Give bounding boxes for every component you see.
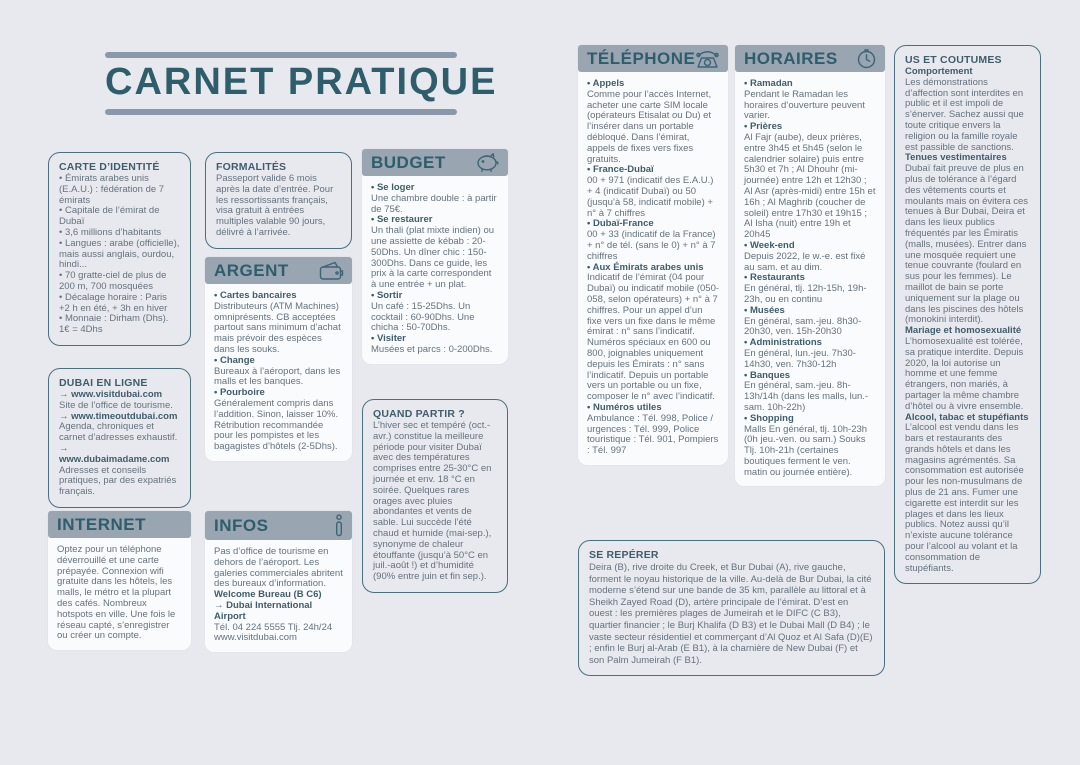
list-item: • Monnaie : Dirham (Dhs). 1€ = 4Dhs	[59, 314, 180, 336]
item-label: • Sortir	[371, 291, 499, 302]
page-title: CARNET PRATIQUE	[105, 61, 498, 103]
item-text: Al Fajr (aube), deux prières, entre 3h45 et 5h45 (selon le calendrier solaire) puis entre 5h30 et 7h ; Al Dhouhr (mi-journée) entre 12h et 12h30 ; Al Asr (après-midi) entre 15h et 16h ; Al Maghrib (coucher de soleil) entre 17h30 et 19h15 ; Al Isha (nuit) entre 19h et 20h45	[744, 131, 876, 241]
wallet-icon	[319, 261, 344, 281]
item-text: Un café : 15-25Dhs. Un cocktail : 60-90Dhs. Une chicha : 50-70Dhs.	[371, 300, 475, 334]
website-link[interactable]: → www.timeoutdubai.com	[59, 412, 180, 423]
item-text: En général, sam.-jeu. 8h-13h/14h (dans les malls, lun.-sam. 10h-22h)	[744, 380, 869, 413]
telephone-section	[578, 45, 728, 465]
quand-partir-section	[362, 399, 508, 593]
internet-section	[48, 511, 191, 650]
item-text: Une chambre double : à partir de 75€.	[371, 192, 497, 215]
argent-section	[205, 257, 352, 461]
dubai-en-ligne-heading: DUBAI EN LIGNE	[59, 377, 148, 389]
item-text: Un thali (plat mixte indien) ou une assiette de kébab : 20-50Dhs. Un dîner chic : 150-300Dhs. Dans ce guide, les prix à la carte correspondent à une entrée + un plat.	[371, 225, 495, 291]
internet-body	[48, 538, 191, 650]
carte-identite-section	[48, 152, 191, 346]
telephone-body	[578, 72, 728, 465]
website-link[interactable]: www.visitdubai.com	[214, 632, 297, 644]
infos-header	[205, 511, 352, 540]
item-label: • Dubaï-France	[587, 219, 719, 230]
website-link[interactable]: → www.visitdubai.com	[59, 390, 180, 401]
item-label: • Visiter	[371, 334, 499, 345]
horaires-section	[735, 45, 885, 486]
item-label: • Pourboire	[214, 388, 343, 399]
horaires-header	[735, 45, 885, 72]
subsection-text: Les démonstrations d’affection sont interdites en public et il est impoli de s’énerver. Sachez aussi que toute critique envers la religion ou la famille royale est passible de sanctions.	[905, 76, 1024, 153]
argent-title: ARGENT	[214, 260, 289, 280]
list-item: • 3,6 millions d’habitants	[59, 228, 180, 239]
website-desc: Agenda, chroniques et carnet d’adresses exhaustif.	[59, 421, 178, 444]
website-desc: Adresses et conseils pratiques, par des expatriés français.	[59, 464, 177, 498]
us-et-coutumes-section	[894, 45, 1041, 584]
formalites-section	[205, 152, 352, 249]
item-text: Pendant le Ramadan les horaires d’ouverture peuvent varier.	[744, 88, 865, 122]
telephone-icon	[695, 49, 720, 69]
item-text: En général, lun.-jeu. 7h30-14h30, ven. 7h30-12h	[744, 347, 856, 370]
formalites-heading: FORMALITÉS	[216, 161, 287, 173]
formalites-text: Passeport valide 6 mois après la date d’entrée. Pour les ressortissants français, visa gratuit à entrées multiples valable 90 jours, délivré à l’arrivée.	[216, 173, 334, 238]
subsection-text: Dubaï fait preuve de plus en plus de tolérance à l’égard des vêtements courts et moulants mais on évitera ces tenues à Bur Dubai, Deira et dans les lieux publics fréquentés par les Émiratis (malls, musées). Entrer dans une mosquée requiert une tenue couvrante (foulard en sus pour les femmes). Le maillot de bain se porte uniquement sur la plage ou dans les piscines des hôtels (monokini interdit).	[905, 163, 1029, 326]
list-item: • 70 gratte-ciel de plus de 200 m, 700 mosquées	[59, 271, 180, 293]
subsection-label: Tenues vestimentaires	[905, 152, 1007, 164]
budget-body	[362, 176, 508, 364]
internet-text: Optez pour un téléphone déverrouillé et une carte prépayée. Connexion wifi gratuite dans les hôtels, les malls, le métro et la plupart des cafés. Nombreux hotspots en ville. Une fois le réseau capté, s’enregistrer ou créer un compte.	[57, 544, 176, 642]
infos-title: INFOS	[214, 515, 269, 535]
item-label: • Banques	[744, 371, 876, 382]
subsection-text: L’homosexualité est tolérée, sa pratique interdite. Depuis 2020, la loi autorise un homme et une femme étrangers, non mariés, à partager la même chambre d’hôtel ou à vivre ensemble.	[905, 335, 1024, 412]
website-link[interactable]: → www.dubaimadame.com	[59, 444, 180, 466]
us-et-coutumes-heading: US ET COUTUMES	[905, 54, 1002, 66]
item-text: 00 + 971 (indicatif des E.A.U.) + 4 (indicatif Dubaï) ou 50 (jusqu’à 58, indicatif mobile) + n° à 7 chiffres	[587, 175, 714, 219]
argent-header	[205, 257, 352, 284]
item-text: Malls En général, tlj. 10h-23h (0h jeu.-ven. ou sam.) Souks Tlj. 10h-21h (certaines boutiques ferment le ven. matin ou journée entière).	[744, 423, 868, 478]
item-text: 00 + 33 (indicatif de la France) + n° de tél. (sans le 0) + n° à 7 chiffres	[587, 229, 716, 262]
infos-bureau: Welcome Bureau (B C6)	[214, 589, 322, 601]
item-label: • Appels	[587, 79, 719, 90]
internet-header	[48, 511, 191, 538]
item-text: Bureaux à l’aéroport, dans les malls et les banques.	[214, 365, 341, 388]
se-reperer-text: Deira (B), rive droite du Creek, et Bur Dubai (A), rive gauche, forment le noyau historique de la ville. Au-delà de Bur Dubai, la cité moderne s’étend sur une bande de 35 km, parallèle au littoral et à Sheikh Zayed Road (D), artère principale de l’émirat. D’est en ouest : les premières plages de Jumeirah et le DIFC (C B3), quartier financier ; le Burj Khalifa (D B3) et le Dubai Mall (D B4) ; le vaste secteur résidentiel et commerçant d’Al Quoz et Al Safa (D)(E) ; enfin le Burj al-Arab (E B1), à la charnière de New Dubai (F) et son Palm Jumeirah (F B1).	[589, 562, 873, 666]
item-label: • Ramadan	[744, 79, 876, 90]
subsection-label: Comportement	[905, 66, 973, 77]
quand-partir-heading: QUAND PARTIR ?	[373, 408, 465, 420]
item-label: • Administrations	[744, 338, 876, 349]
info-icon	[334, 514, 344, 537]
item-label: • Shopping	[744, 414, 876, 425]
internet-title: INTERNET	[57, 514, 146, 534]
infos-tel: Tél. 04 224 5555 Tlj. 24h/24	[214, 621, 333, 633]
telephone-title: TÉLÉPHONE	[587, 48, 696, 68]
item-label: • Se restaurer	[371, 215, 499, 226]
subsection-text: L’alcool est vendu dans les bars et restaurants des grands hôtels et dans les magasins agrémentés. Sa consommation est autorisée pour les non-musulmans de plus de 21 ans. Fumer une cigarette est interdit sur les plages et dans les lieux publics. Notez aussi qu’il n’existe aucune tolérance pour l’alcool au volant et la consommation de stupéfiants.	[905, 422, 1024, 574]
item-label: • Prières	[744, 122, 876, 133]
title-block	[105, 52, 498, 115]
piggy-bank-icon	[474, 152, 500, 173]
budget-title: BUDGET	[371, 152, 446, 172]
item-label: • Week-end	[744, 241, 876, 252]
item-label: • Change	[214, 356, 343, 367]
item-text: Indicatif de l’émirat (04 pour Dubaï) ou indicatif mobile (050-058, selon opérateurs) + n° à 7 chiffres. Pour un appel d’un fixe vers un fixe dans le même émirat : n° sans l’indicatif. Numéros spéciaux en 600 ou 800, joignables uniquement depuis les Émirats : n° sans l’indicatif. Depuis un portable vers un portable ou un fixe, composer le n° avec l’indicatif.	[587, 272, 720, 403]
argent-body	[205, 284, 352, 461]
infos-section	[205, 511, 352, 652]
carte-identite-heading: CARTE D’IDENTITÉ	[59, 161, 160, 173]
list-item: • Langues : arabe (officielle), mais aussi anglais, ourdou, hindi...	[59, 239, 180, 271]
subsection-label: Mariage et homosexualité	[905, 325, 1022, 337]
item-text: Ambulance : Tél. 998, Police / urgences : Tél. 999, Police touristique : Tél. 901, Pompiers : Tél. 997	[587, 412, 719, 457]
item-text: En général, tlj. 12h-15h, 19h-23h, ou en continu	[744, 283, 867, 305]
website-desc: Site de l’office de tourisme.	[59, 399, 173, 411]
horaires-title: HORAIRES	[744, 48, 838, 68]
title-rule-bottom	[105, 109, 457, 115]
se-reperer-heading: SE REPÉRER	[589, 549, 659, 561]
item-text: En général, sam.-jeu. 8h30-20h30, ven. 15h-20h30	[744, 315, 862, 338]
item-label: • Aux Émirats arabes unis	[587, 263, 719, 274]
clock-icon	[856, 48, 877, 69]
item-text: Distributeurs (ATM Machines) omniprésents. CB acceptées partout sans minimum d’achat mais prévoir des espèces dans les souks.	[214, 300, 341, 355]
infos-airport: → Dubai International Airport	[214, 601, 343, 623]
item-label: • Cartes bancaires	[214, 291, 343, 302]
item-text: Musées et parcs : 0-200Dhs.	[371, 343, 493, 355]
dubai-en-ligne-section	[48, 368, 191, 508]
item-label: • Musées	[744, 306, 876, 317]
item-label: • Se loger	[371, 183, 499, 194]
item-label: • Restaurants	[744, 273, 876, 284]
list-item: • Décalage horaire : Paris +2 h en été, + 3h en hiver	[59, 293, 180, 315]
subsection-label: Alcool, tabac et stupéfiants	[905, 411, 1029, 423]
telephone-header	[578, 45, 728, 72]
horaires-body	[735, 72, 885, 486]
budget-section	[362, 149, 508, 364]
se-reperer-section	[578, 540, 885, 676]
item-text: Depuis 2022, le w.-e. est fixé au sam. et au dim.	[744, 250, 866, 273]
infos-text: Pas d’office de tourisme en dehors de l’aéroport. Les galeries commerciales abritent des bureaux d’information.	[214, 546, 343, 590]
infos-body	[205, 540, 352, 652]
list-item: • Capitale de l’émirat de Dubaï	[59, 206, 180, 228]
item-text: Comme pour l’accès Internet, acheter une carte SIM locale (opérateurs Etisalat ou Du) et l’insérer dans un portable débloqué. Dans l’émirat, appels de fixes vers fixes gratuits.	[587, 88, 712, 165]
budget-header	[362, 149, 508, 176]
item-label: • Numéros utiles	[587, 403, 719, 414]
item-text: Généralement compris dans l’addition. Sinon, laisser 10%. Rétribution recommandée pour les pompistes et les bagagistes d’hôtels (2-5Dhs).	[214, 397, 339, 453]
item-label: • France-Dubaï	[587, 165, 719, 176]
list-item: • Émirats arabes unis (E.A.U.) : fédération de 7 émirats	[59, 174, 180, 206]
quand-partir-text: L’hiver sec et tempéré (oct.-avr.) constitue la meilleure période pour visiter Dubaï avec des températures comprises entre 25-30°C en journée et env. 18 °C en soirée. Quelques rares orages avec pluies abondantes et vents de sable. Lui succède l’été chaud et humide (mai-sep.), synonyme de chaleur étouffante (jusqu’à 50°C en juil.-août !) et d’humidité (90% entre juin et fin sep.).	[373, 420, 492, 583]
